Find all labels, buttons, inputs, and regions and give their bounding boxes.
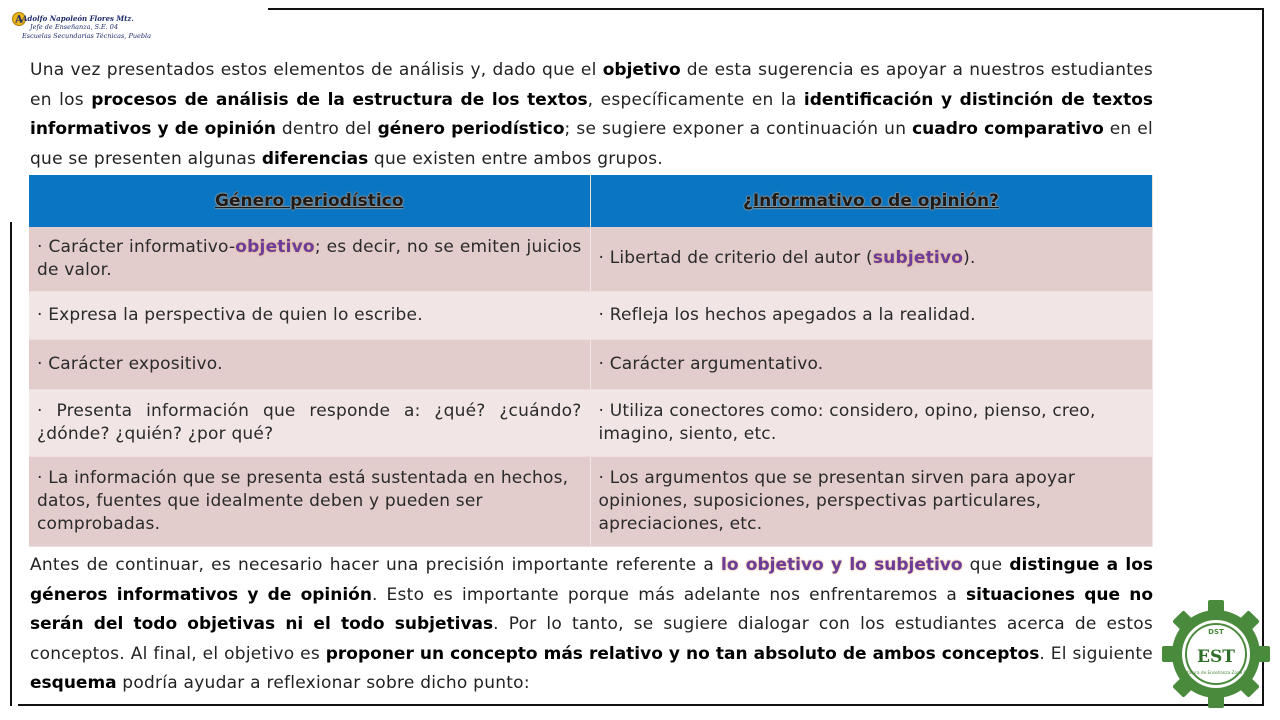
highlight-objetivo-subjetivo: lo objetivo y lo subjetivo [721, 555, 963, 575]
frame-border-left [10, 222, 12, 706]
table-cell: · Carácter argumentativo. [590, 339, 1152, 389]
table-cell: · Presenta información que responde a: ¿qué? ¿cuándo? ¿dónde? ¿quién? ¿por qué? [29, 389, 590, 456]
seal-bottom-text: Jefatura de Enseñanza Zona 04 [1183, 670, 1249, 675]
intro-paragraph: Una vez presentados estos elementos de análisis y, dado que el objetivo de esta sugerencia es apoyar a nuestros estudiantes en los procesos de análisis de la estructura de los textos, específicamente en la identificación y distinción de textos informativos y de opinión dentro del género periodístico; se sugiere exponer a continuación un cuadro comparativo en el que se presenten algunas diferencias que existen entre ambos grupos. [30, 60, 1153, 169]
seal-top-text: DST [1208, 628, 1224, 636]
author-logo [12, 10, 152, 52]
comparison-table [29, 175, 1153, 547]
seal-center-text: EST [1197, 647, 1235, 667]
table-row [29, 227, 1152, 291]
table-cell: · La información que se presenta está sustentada en hechos, datos, fuentes que idealmente deben y pueden ser comprobadas. [29, 456, 590, 546]
table-row [29, 291, 1152, 339]
table-row [29, 456, 1152, 546]
table-cell: · Los argumentos que se presentan sirven para apoyar opiniones, suposiciones, perspectivas particulares, apreciaciones, etc. [590, 456, 1152, 546]
closing-paragraph: Antes de continuar, es necesario hacer una precisión importante referente a lo objetivo y lo subjetivo que distingue a los géneros informativos y de opinión. Esto es importante porque más adelante nos enfrentaremos a situaciones que no serán del todo objetivas ni el todo subjetivas. Por lo tanto, se sugiere dialogar con los estudiantes acerca de estos conceptos. Al final, el objetivo es proponer un concepto más relativo y no tan absoluto de ambos conceptos. El siguiente esquema podría ayudar a reflexionar sobre dicho punto: [30, 555, 1153, 693]
frame-border-bottom [18, 704, 1264, 706]
svg-text:A: A [15, 14, 23, 26]
logo-line-role: Jefe de Enseñanza, S.E. 04 [30, 23, 119, 31]
table-row [29, 389, 1152, 456]
table-cell: · Carácter informativo-objetivo; es decir, no se emiten juicios de valor. [29, 227, 590, 291]
jefatura-seal-icon [1160, 598, 1272, 710]
logo-line-institution: Escuelas Secundarias Técnicas, Puebla [22, 32, 152, 40]
table-header-row [29, 175, 1152, 227]
table-cell: · Utiliza conectores como: considero, opino, pienso, creo, imagino, siento, etc. [590, 389, 1152, 456]
table-cell: · Carácter expositivo. [29, 339, 590, 389]
frame-border-top [268, 8, 1264, 10]
highlight-subjetivo: subjetivo [872, 248, 964, 269]
header-informativo-opinion: ¿Informativo o de opinión? [590, 175, 1152, 227]
logo-line-name: Adolfo Napoleón Flores Mtz. [22, 14, 134, 23]
table-row [29, 339, 1152, 389]
table-cell: · Libertad de criterio del autor (subjetivo). [590, 227, 1152, 291]
highlight-objetivo: objetivo [235, 236, 315, 257]
header-genero: Género periodístico [29, 175, 590, 227]
table-cell: · Expresa la perspectiva de quien lo escribe. [29, 291, 590, 339]
table-cell: · Refleja los hechos apegados a la realidad. [590, 291, 1152, 339]
